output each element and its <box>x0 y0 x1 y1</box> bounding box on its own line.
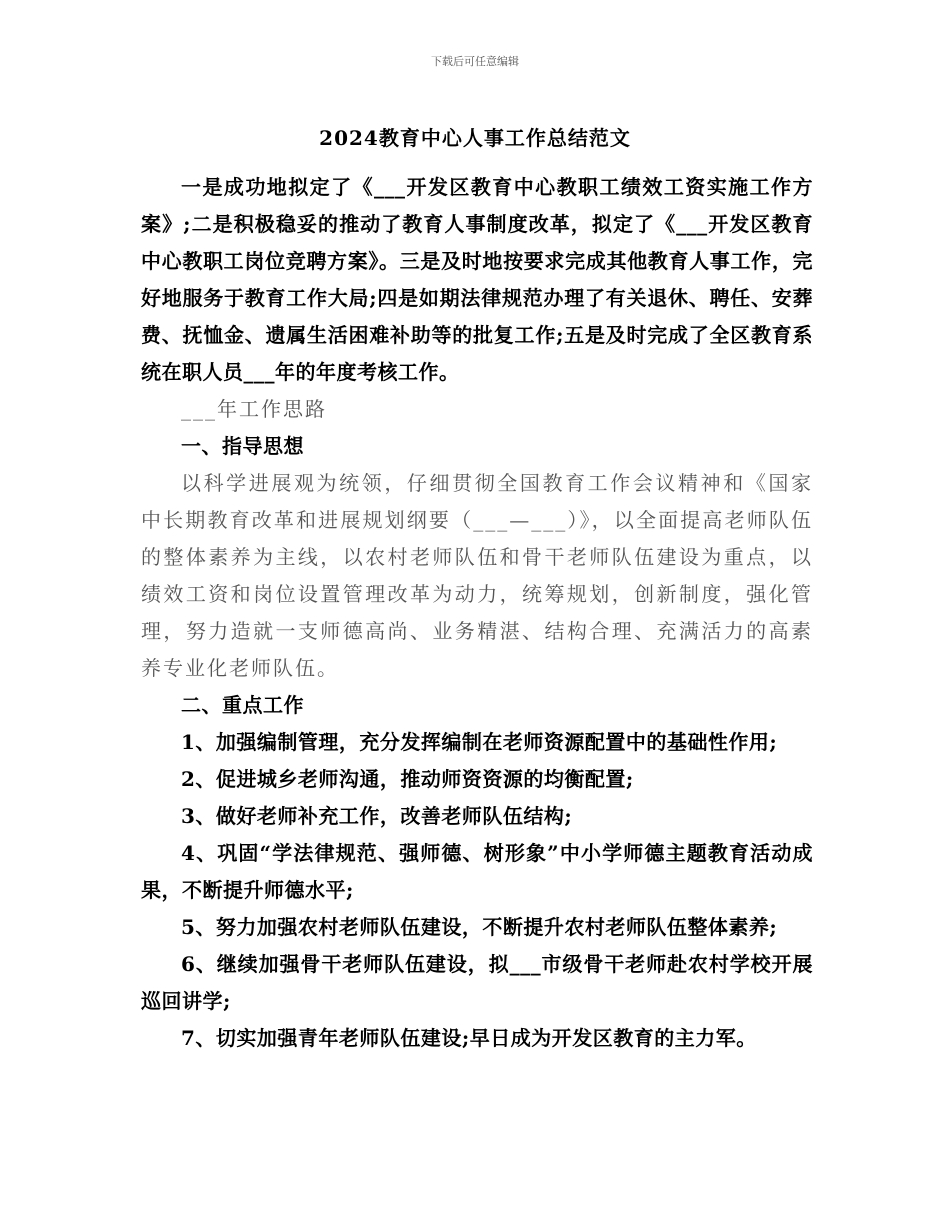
list-item: 6、继续加强骨干老师队伍建设，拟___市级骨干老师赴农村学校开展巡回讲学; <box>141 952 813 1013</box>
guiding-ideology-paragraph: 以科学进展观为统领，仔细贯彻全国教育工作会议精神和《国家中长期教育改革和进展规划纲要（___—___）》，以全面提高老师队伍的整体素养为主线，以农村老师队伍和骨干老师队伍建设为重点，以绩效工资和岗位设置管理改革为动力，统筹规划，创新制度，强化管理，努力造就一支师德高尚、业务精湛、结构合理、充满活力的高素养专业化老师队伍。 <box>141 471 813 680</box>
document-title: 2024教育中心人事工作总结范文 <box>319 126 631 150</box>
list-item: 7、切实加强青年老师队伍建设;早日成为开发区教育的主力军。 <box>181 1026 757 1050</box>
section-heading-key-work: 二、重点工作 <box>181 693 304 717</box>
header-note: 下载后可任意编辑 <box>431 55 519 68</box>
list-item: 4、巩固“学法律规范、强师德、树形象”中小学师德主题教育活动成果，不断提升师德水平; <box>141 841 813 902</box>
list-item: 3、做好老师补充工作，改善老师队伍结构; <box>181 804 573 828</box>
section-heading-work-ideas: ___年工作思路 <box>181 397 327 421</box>
list-item: 5、努力加强农村老师队伍建设，不断提升农村老师队伍整体素养; <box>181 915 778 939</box>
list-item: 2、促进城乡老师沟通，推动师资资源的均衡配置; <box>181 767 634 791</box>
document-body <box>141 169 813 1057</box>
section-heading-guiding-ideology: 一、指导思想 <box>181 434 304 458</box>
summary-paragraph: 一是成功地拟定了《___开发区教育中心教职工绩效工资实施工作方案》;二是积极稳妥的推动了教育人事制度改革，拟定了《___开发区教育中心教职工岗位竞聘方案》。三是及时地按要求完成其他教育人事工作，完好地服务于教育工作大局;四是如期法律规范办理了有关退休、聘任、安葬费、抚恤金、遗属生活困难补助等的批复工作;五是及时完成了全区教育系统在职人员___年的年度考核工作。 <box>141 175 813 384</box>
list-item: 1、加强编制管理，充分发挥编制在老师资源配置中的基础性作用; <box>181 730 778 754</box>
